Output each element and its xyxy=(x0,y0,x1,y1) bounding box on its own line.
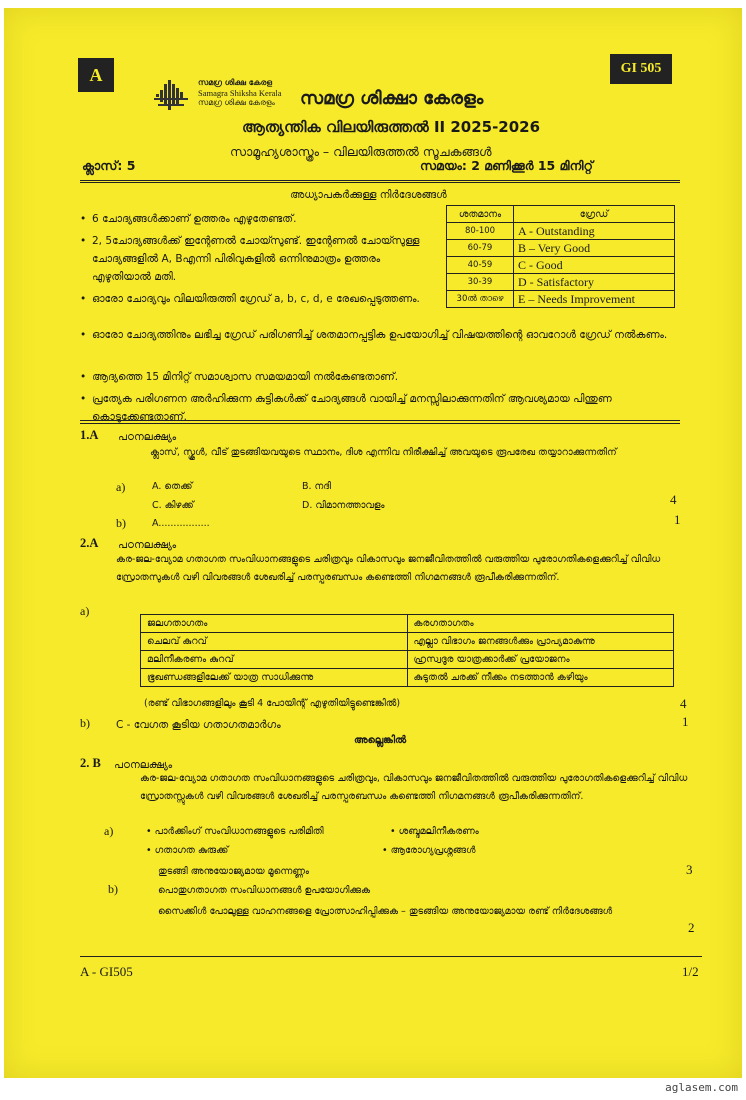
transport-comparison-table xyxy=(140,614,674,687)
q2a-a-label: a) xyxy=(80,604,90,618)
q2b-a-note: തുടങ്ങി അനുയോജ്യമായ മൂന്നെണ്ണം xyxy=(158,866,309,877)
instruction-item-4: • ഓരോ ചോദ്യത്തിനും ലഭിച്ച ഗ്രേഡ് പരിഗണിച്ച് ശതമാനപ്പട്ടിക ഉപയോഗിച്ച് വിഷയത്തിന്റെ ഓവറോൾ ഗ്രേഡ് നൽകണം. xyxy=(92,326,682,344)
bullet-icon: • xyxy=(80,329,87,341)
land-transport-cell: എല്ലാ വിഭാഗം ജനങ്ങൾക്കും പ്രാപ്യമാകുന്നു xyxy=(407,633,674,651)
header-percentage: ശതമാനം xyxy=(447,206,514,223)
q1-objective-text: ക്ലാസ്, സ്കൂൾ, വീട് തുടങ്ങിയവയുടെ സ്ഥാനം, ദിശ എന്നിവ നിരീക്ഷിച്ച് അവയുടെ രൂപരേഖ തയ്യാറാക്കുന്നതിന് xyxy=(150,447,617,458)
grade-row xyxy=(447,274,675,291)
q2b-b-line-1: പൊതുഗതാഗത സംവിധാനങ്ങൾ ഉപയോഗിക്കുക xyxy=(158,885,371,896)
q1-a-mark: 4 xyxy=(670,492,677,507)
header-divider-2 xyxy=(80,182,680,183)
q1-heading: പഠനലക്ഷ്യം xyxy=(118,431,177,443)
q2a-objective-text: കര-ജല-വ്യോമ ഗതാഗത സംവിധാനങ്ങളുടെ ചരിത്രവും വികാസവും ജനജീവിതത്തിൽ വരുത്തിയ പുരോഗതികളെക്കുറിച്ച് വിവിധ സ്രോതസുകൾ വഴി വിവരങ്ങൾ ശേഖരിച്ച് പരസ്പരബന്ധം കണ്ടെത്തി നിഗമനങ്ങൾ രൂപീകരിക്കുന്നതിന്. xyxy=(116,554,661,583)
grade-row xyxy=(447,240,675,257)
q2b-b-line-2: സൈക്കിൾ പോലുള്ള വാഹനങ്ങളെ പ്രോത്സാഹിപ്പിക്കുക – തുടങ്ങിയ അനുയോജ്യമായ രണ്ട് നിർദേശങ്ങൾ xyxy=(158,906,613,917)
grade-range: 30ൽ താഴെ xyxy=(447,291,514,308)
org-title: സമഗ്ര ശിക്ഷാ കേരളം xyxy=(300,88,484,109)
header-land-transport: കരഗതാഗതം xyxy=(407,615,674,633)
grade-value: C - Good xyxy=(514,257,675,274)
q1-option-c: C. കിഴക്ക് xyxy=(152,500,194,511)
instructions-title: അധ്യാപകർക്കുള്ള നിർദേശങ്ങൾ xyxy=(290,189,447,201)
or-label: അല്ലെങ്കിൽ xyxy=(354,735,407,746)
bullet-icon: • xyxy=(80,235,87,247)
grade-row xyxy=(447,291,675,308)
water-transport-cell: മലിനീകരണം കുറവ് xyxy=(141,651,408,669)
land-transport-cell: കുടുതൽ ചരക്ക് നീക്കം നടത്താൻ കഴിയും xyxy=(407,669,674,687)
header-divider xyxy=(80,180,680,181)
q1-option-a: A. തെക്ക് xyxy=(152,481,193,492)
q2a-b-label: b) xyxy=(80,716,90,730)
grade-value: B – Very Good xyxy=(514,240,675,257)
transport-table-header xyxy=(141,615,674,633)
grade-table-header xyxy=(447,206,675,223)
paper-code-box: GI 505 xyxy=(610,54,672,84)
header-water-transport: ജലഗതാഗതം xyxy=(141,615,408,633)
samagra-shiksha-logo-icon xyxy=(152,74,196,118)
q1-b-answer: A................. xyxy=(152,518,210,529)
land-transport-cell: ഹ്രസ്വദൂര യാത്രക്കാർക്ക് പ്രയോജനം xyxy=(407,651,674,669)
time-label: സമയം: 2 മണിക്കൂർ 15 മിനിറ്റ് xyxy=(420,158,593,173)
q2b-bullet-2: • ശബ്ദമലിനീകരണം xyxy=(390,826,479,837)
q1-option-b: B. നദി xyxy=(302,481,331,492)
grade-range: 30-39 xyxy=(447,274,514,291)
q2a-heading: പഠനലക്ഷ്യം xyxy=(118,539,177,551)
instruction-item-6: • പ്രത്യേക പരിഗണന അർഹിക്കുന്ന കുട്ടികൾക്ക് ചോദ്യങ്ങൾ വായിച്ച് മനസ്സിലാക്കുന്നതിന് ആവശ്യമായ പിന്തുണ കൊടുക്കേണ്ടതാണ്. xyxy=(92,390,682,426)
bullet-icon: • xyxy=(80,393,87,405)
class-label: ക്ലാസ്: 5 xyxy=(82,158,136,173)
q2a-number: 2.A xyxy=(80,536,99,550)
footer-divider xyxy=(80,956,702,957)
q2b-heading: പഠനലക്ഷ്യം xyxy=(114,759,173,771)
bullet-icon: • xyxy=(80,213,87,225)
q2b-a-label: a) xyxy=(104,824,114,838)
grade-value: A - Outstanding xyxy=(514,223,675,240)
q1-option-d: D. വിമാനത്താവളം xyxy=(302,500,385,511)
set-label-box: A xyxy=(78,58,114,92)
water-transport-cell: ഭൂഖണ്ഡങ്ങളിലേക്ക് യാത്ര സാധിക്കുന്നു xyxy=(141,669,408,687)
instructions-divider xyxy=(80,420,680,421)
transport-table-row xyxy=(141,651,674,669)
q2a-note: (രണ്ട് വിഭാഗങ്ങളിലും കൂടി 4 പോയിന്റ് എഴുതിയിട്ടുണ്ടെങ്കിൽ) xyxy=(144,698,401,709)
bullet-icon: • xyxy=(382,845,391,856)
q2b-number: 2. B xyxy=(80,756,101,770)
instruction-item-2: • 2, 5ചോദ്യങ്ങൾക്ക് ഇന്റേണൽ ചോയ്സുണ്ട്. ഇന്റേണൽ ചോയ്സുള്ള ചോദ്യങ്ങളിൽ A, Bഎന്നി പിരിവുകളിൽ ഒന്നിനുമാത്രം ഉത്തരം എഴുതിയാൽ മതി. xyxy=(92,232,437,286)
instructions-divider-2 xyxy=(80,423,680,424)
logo-text xyxy=(198,78,282,108)
logo-line-2: Samagra Shiksha Kerala xyxy=(198,88,282,98)
q2b-a-mark: 3 xyxy=(686,862,693,877)
instruction-item-3: • ഓരോ ചോദ്യവും വിലയിരുത്തി ഗ്രേഡ് a, b, c, d, e രേഖപ്പെടുത്തണം. xyxy=(92,290,437,308)
q1-number: 1.A xyxy=(80,428,99,442)
q1-b-mark: 1 xyxy=(674,512,681,527)
bullet-icon: • xyxy=(80,293,87,305)
subject-line: സാമൂഹ്യശാസ്ത്രം – വിലയിരുത്തൽ സൂചകങ്ങൾ xyxy=(230,144,492,159)
grade-row xyxy=(447,257,675,274)
grade-value: E – Needs Improvement xyxy=(514,291,675,308)
transport-table-row xyxy=(141,669,674,687)
q2a-a-mark: 4 xyxy=(680,696,687,711)
q2b-bullet-3: • ഗതാഗത കുരുക്ക് xyxy=(146,845,229,856)
q2b-objective-text: കര-ജല-വ്യോമ ഗതാഗത സംവിധാനങ്ങളുടെ ചരിത്രവും, വികാസവും ജനജീവിതത്തിൽ വരുത്തിയ പുരോഗതികളെക്കുറിച്ച് വിവിധ സ്രോതസ്സുകൾ വഴി വിവരങ്ങൾ ശേഖരിച്ച് പരസ്പരബന്ധം കണ്ടെത്തി നിഗമനങ്ങൾ രൂപീകരിക്കുന്നതിന്. xyxy=(140,773,688,802)
q2b-b-label: b) xyxy=(108,882,118,896)
footer-page-number: 1/2 xyxy=(682,964,699,979)
q2a-b-mark: 1 xyxy=(682,714,689,729)
bullet-icon: • xyxy=(146,845,155,856)
q2b-bullet-4: • ആരോഗ്യപ്രശ്നങ്ങൾ xyxy=(382,845,476,856)
logo-line-3: സമഗ്ര ശിക്ഷ കേരളം xyxy=(198,98,275,107)
grade-range: 60-79 xyxy=(447,240,514,257)
footer-code: A - GI505 xyxy=(80,964,133,979)
header-grade: ഗ്രേഡ് xyxy=(514,206,675,223)
instruction-item-1: • 6 ചോദ്യങ്ങൾക്കാണ് ഉത്തരം എഴുതേണ്ടത്. xyxy=(92,210,437,228)
grade-row xyxy=(447,223,675,240)
bullet-icon: • xyxy=(390,826,399,837)
q2b-b-mark: 2 xyxy=(688,920,695,935)
grade-range: 40-59 xyxy=(447,257,514,274)
transport-table-row xyxy=(141,633,674,651)
q2a-b-answer: C - വേഗത കൂടിയ ഗതാഗതമാർഗം xyxy=(116,719,281,731)
grade-value: D - Satisfactory xyxy=(514,274,675,291)
exam-title: ആത്യന്തിക വിലയിരുത്തൽ II 2025-2026 xyxy=(242,118,541,136)
bullet-icon: • xyxy=(80,371,87,383)
q1-a-label: a) xyxy=(116,480,126,494)
q2b-bullet-1: • പാർക്കിംഗ് സംവിധാനങ്ങളുടെ പരിമിതി xyxy=(146,826,324,837)
watermark: aglasem.com xyxy=(665,1081,738,1094)
grade-table xyxy=(446,205,675,308)
logo-line-1: സമഗ്ര ശിക്ഷ കേരള xyxy=(198,78,273,87)
bullet-icon: • xyxy=(146,826,155,837)
q1-b-label: b) xyxy=(116,516,126,530)
instruction-item-5: • ആദ്യത്തെ 15 മിനിറ്റ് സമാശ്വാസ സമയമായി നൽകേണ്ടതാണ്. xyxy=(92,368,682,386)
water-transport-cell: ചെലവ് കുറവ് xyxy=(141,633,408,651)
grade-range: 80-100 xyxy=(447,223,514,240)
